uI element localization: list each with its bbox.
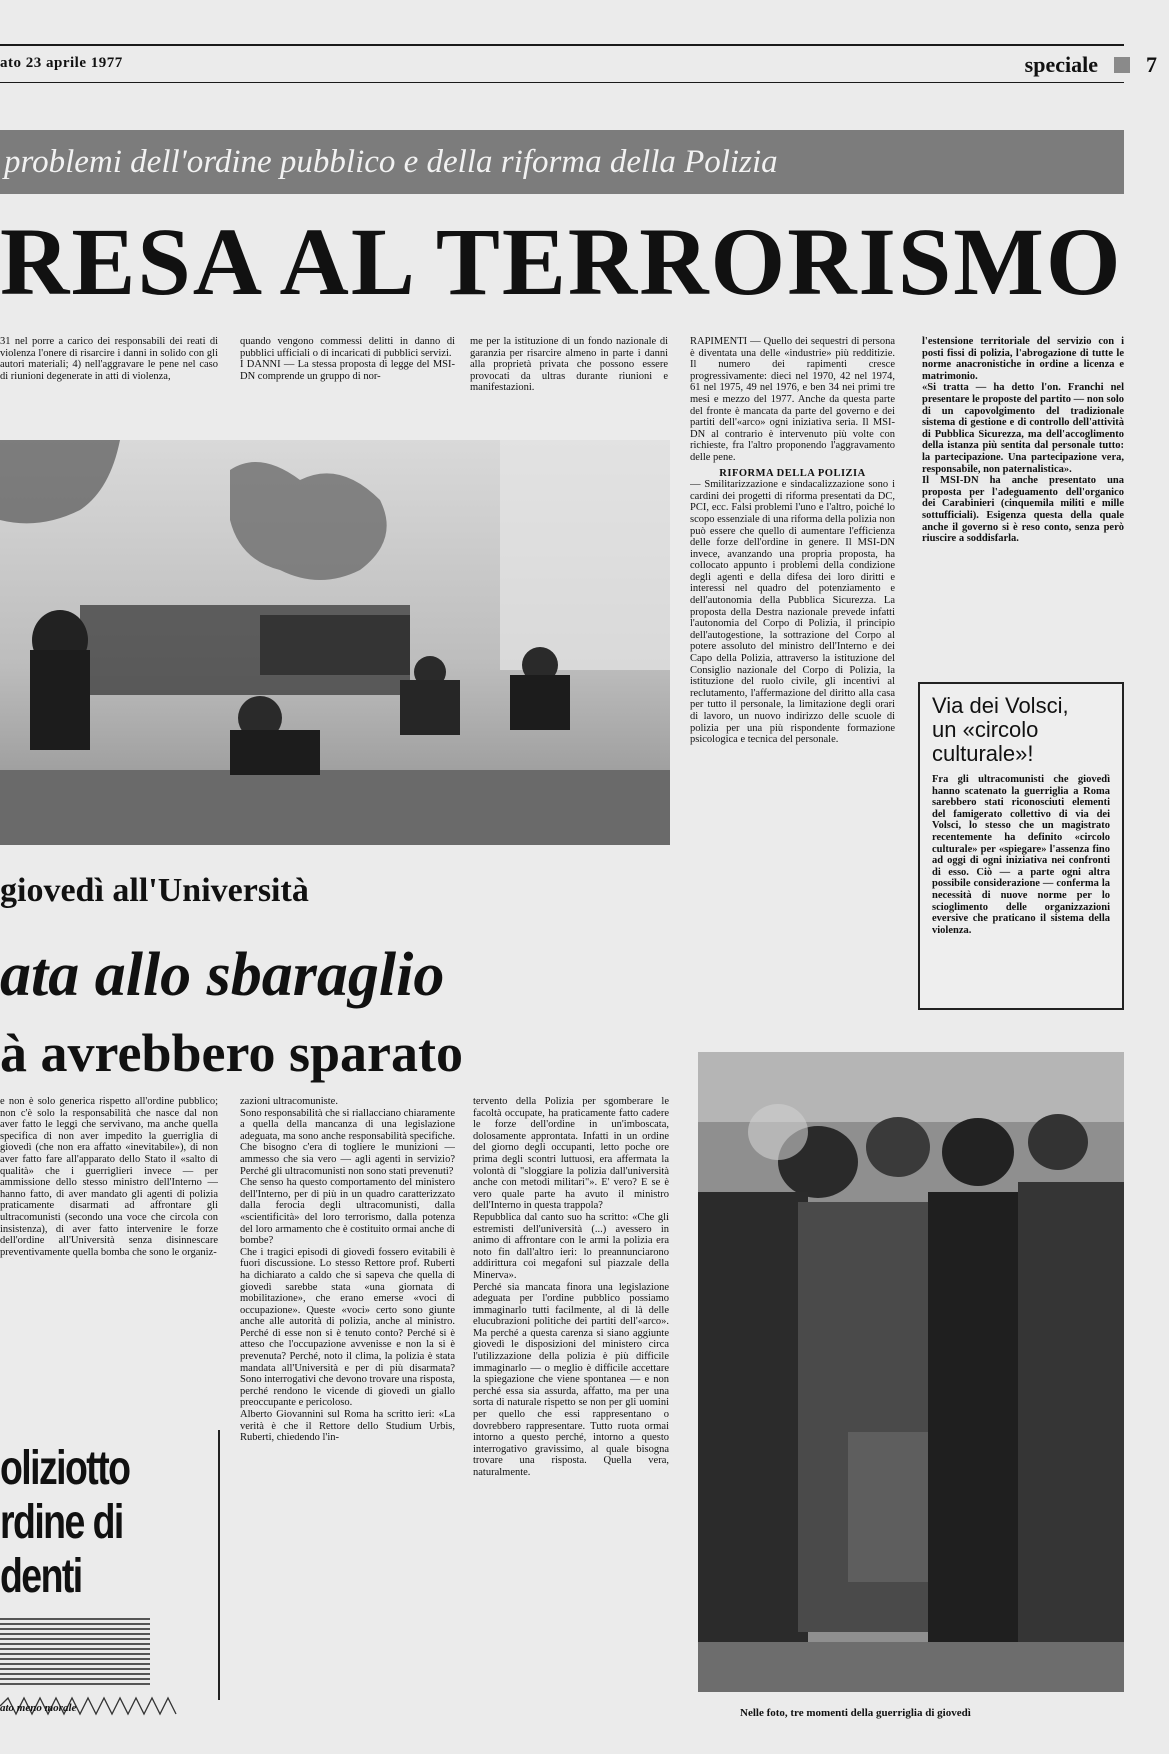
page-date: ato 23 aprile 1977 [0,55,123,71]
bottom-column-3: tervento della Polizia per sgomberare le facoltà occupate, ha praticamente fatto cadere le forze dell'ordine in un'imboscata, dolosamente approntata. Infatti in un ordine del giorno degli occupanti, letto poche ore prima degli scontri luttuosi, era affermata la volontà di "sloggiare la polizia dall'università anche con metodi militari"». E' vero? E se è vero quale parte ha avuto il ministro dell'Interno in questa trappola? Repubblica dal canto suo ha scritto: «Che gli estremisti dell'università (...) avessero in animo di affrontare con le armi la polizia era noto fin dall'altro ieri: lo preannunciarono addirittura coi megafoni sul piazzale della Minerva». Perché sia mancata finora una legislazione adeguata per l'ordine pubblico possiamo immaginarlo tutti facilmente, al di là delle elucubrazioni politiche dei partiti dell'«arco». Ma perché a questa carenza si siano aggiunte giovedì le disposizioni del ministero circa l'utilizzazione della polizia è più difficile immaginarlo — o meglio è difficile accettare la spiegazione che viene spontanea — e non perché essa sia assurda, affatto, ma per una sorta di naturale rispetto se non per gli uomini per quello che essi rappresentano o dovrebbero rappresentare. Tutto ruota ormai intorno a questo perché, intorno a questo interrogativo gravissimo, al quale bisogna trovare una risposta. Quella vera, naturalmente. [473,1096,669,1478]
page-header-right [1025,52,1157,78]
footer-left-fragment: ato meno morale [0,1702,77,1714]
second-article-kicker: giovedì all'Università [0,872,309,909]
boxed-article-fragment [0,1430,220,1700]
boxed-title-line3: denti [0,1550,82,1603]
riot-photo-bottom [698,1052,1124,1692]
header-rule [0,82,1124,83]
sidebox-title-line1: Via dei Volsci, [932,693,1069,718]
main-headline: RESA AL TERRORISMO [0,208,1123,315]
via-dei-volsci-box [918,682,1124,1010]
riforma-subhead: RIFORMA DELLA POLIZIA [719,467,866,479]
second-article-headline-1: ata allo sbaraglio [0,941,445,1009]
top-column-2: quando vengono commessi delitti in danno di pubblici ufficiali o di incaricati di pubblici servizi. I DANNI — La stessa proposta di legge del MSI-DN comprende un gruppo di nor- [240,336,455,382]
photo-caption: Nelle foto, tre momenti della guerriglia di giovedì [740,1707,971,1719]
police-charge-image [698,1052,1124,1692]
second-article-headline-2: à avrebbero sparato [0,1023,463,1083]
bottom-column-2: zazioni ultracomuniste. Sono responsabilità che si riallacciano chiaramente a quella della mancanza di una legislazione adeguata, ma sono anche responsabilità specifiche. Che bisogno c'era di togliere le munizioni — ammesso che sia vero — agli agenti in servizio? Perché gli ultracomunisti non sono stati prevenuti? Che senso ha questo comportamento del ministero dell'Interno, per di più in un quadro caratterizzato dalla ferocia degli ultracomunisti, dalla «scientificità» del loro terrorismo, dalla potenza del loro armamento che è costituito ormai anche di bombe? Che i tragici episodi di giovedì fossero evitabili è fuori discussione. Lo stesso Rettore prof. Ruberti ha dichiarato a caldo che si sapeva che quella di giovedì sarebbe stata «una giornata di mobilitazione», che erano emerse «voci di occupazione». Queste «voci» certo sono giunte anche alle autorità di polizia, anche al ministro. Perché di esse non si è tenuto conto? Perché si è atteso che l'occupazione avvenisse e non la si è prevenuta? Perché, noto il clima, la polizia è stata mandata all'Università e per di più disarmata? Sono interrogativi che devono trovare una risposta, perché rendono le vicende di giovedì un giallo preoccupante e pericoloso. Alberto Giovannini sul Roma ha scritto ieri: «La verità è che il Rettore dello Studium Urbis, Ruberti, chiedendo l'in- [240,1096,455,1444]
top-rule [0,44,1124,46]
top-column-3: me per la istituzione di un fondo nazionale di garanzia per risarcire almeno in parte i danni alla proprietà privata che possono essere provocati da ultras durante riunioni e manifestazioni. [470,336,668,394]
top-column-1: 31 nel porre a carico dei responsabili dei reati di violenza l'onere di risarcire i danni in solido con gli autori materiali; 4) nell'aggravare le pene nel caso di riunioni degenerate in atti di violenza, [0,336,218,382]
bottom-column-1: e non è solo generica rispetto all'ordine pubblico; non c'è solo la responsabilità che nasce dal non aver fatto le leggi che servivano, ma anche quella specifica di non aver impedito la guerriglia di giovedì (che non era affatto «inevitabile»), di non aver fatto fare all'apparato dello Stato il «salto di qualità» che i guerriglieri invece — per ammissione dello stesso ministro dell'Interno — hanno fatto, di aver mandato gli agenti di polizia praticamente disarmati ad affrontare gli ultracomunisti (secondo una voce che circola con insistenza), di aver fatto intervenire le forze dell'ordine all'Università senza disinnescare preventivamente quella bomba che sono le organiz- [0,1096,218,1258]
page-number: 7 [1146,52,1157,77]
boxed-title-line1: oliziotto [0,1442,130,1495]
riot-street-image [0,440,670,845]
section-label: speciale [1024,52,1098,77]
riot-photo-top [0,440,670,845]
sidebox-title-line2: un «circolo [932,717,1039,742]
boxed-small-text-block [0,1618,150,1688]
boxed-title-line2: rdine di [0,1496,123,1549]
middle-column [690,336,895,1042]
square-ornament-icon [1114,57,1130,73]
rapimenti-paragraph: RAPIMENTI — Quello dei sequestri di persona è diventata una delle «industrie» più redditizie. Il numero dei rapimenti cresce progressivamente: dieci nel 1970, 42 nel 1974, 61 nel 1975, 49 nel 1976, e ben 34 nei primi tre mesi e mezzo del 1977. Anche da questa parte del fronte è mancata da parte del governo e dei partiti dell'«arco» ogni iniziativa seria. Il MSI-DN al contrario è intervenuto più volte con richieste, fra l'altro proponendo l'aggravamento delle pene. [690,336,895,463]
right-column: l'estensione territoriale del servizio con i posti fissi di polizia, l'abrogazione di tutte le norme anacronistiche in ordine a licenza e matrimonio. «Si tratta — ha detto l'on. Franchi nel presentare le proposte del partito — non solo di un capovolgimento del tradizionale sistema di gestione e di controllo dell'attività di Pubblica Sicurezza, ma dell'accoglimento della istanza più sentita dal personale tutto: la partecipazione. Una partecipazione vera, responsabile, non paternalistica». Il MSI-DN ha anche presentato una proposta per l'adeguamento dell'organico dei Carabinieri (cinquemila militi e mille sottufficiali). Esigenza questa della quale anche il governo si è reso conto, senza però riuscire a soddisfarla. [922,336,1124,545]
sidebox-title [932,694,1110,766]
section-banner: problemi dell'ordine pubblico e della riforma della Polizia [0,130,1124,194]
riforma-paragraph: — Smilitarizzazione e sindacalizzazione sono i cardini dei progetti di riforma presentati da DC, PCI, ecc. Falsi problemi l'uno e l'altro, poiché lo scopo essenziale di una riforma della polizia non può essere che quello di aumentare l'efficienza delle forze dell'ordine in genere. Il MSI-DN invece, avanzando una propria proposta, ha collocato appunto i problemi della condizione degli agenti e della difesa dei loro diritti e interessi nel quadro del potenziamento e dell'autonomia della Pubblica Sicurezza. La proposta della Destra nazionale prevede infatti l'autonomia del Corpo di Polizia, il principio dell'autogestione, la sottrazione del Corpo al potere assoluto del ministro dell'Interno e dei Capo della Polizia, attraverso la istituzione del Consiglio nazionale del Corpo di Polizia, la istituzione del ruolo civile, gli incentivi al reclutamento, l'affermazione del diritto alla casa per tutto il personale, la limitazione degli orari di lavoro, un nuovo indirizzo delle scuole di polizia per una più rispondente formazione psicologica e tecnica del personale. [690,479,895,746]
sidebox-title-line3: culturale»! [932,741,1034,766]
sidebox-body: Fra gli ultracomunisti che giovedì hanno scatenato la guerriglia a Roma sarebbero stati riconosciuti elementi del famigerato collettivo di via dei Volsci, lo stesso che un magistrato recentemente ha definito «circolo culturale» per «spiegare» l'assenza fino ad oggi di ogni iniziativa nei confronti di esso. Ciò — a parte ogni altra possibile considerazione — conferma la necessità di nuove norme per lo scioglimento delle organizzazioni eversive che praticano il sistema della violenza. [932,774,1110,936]
